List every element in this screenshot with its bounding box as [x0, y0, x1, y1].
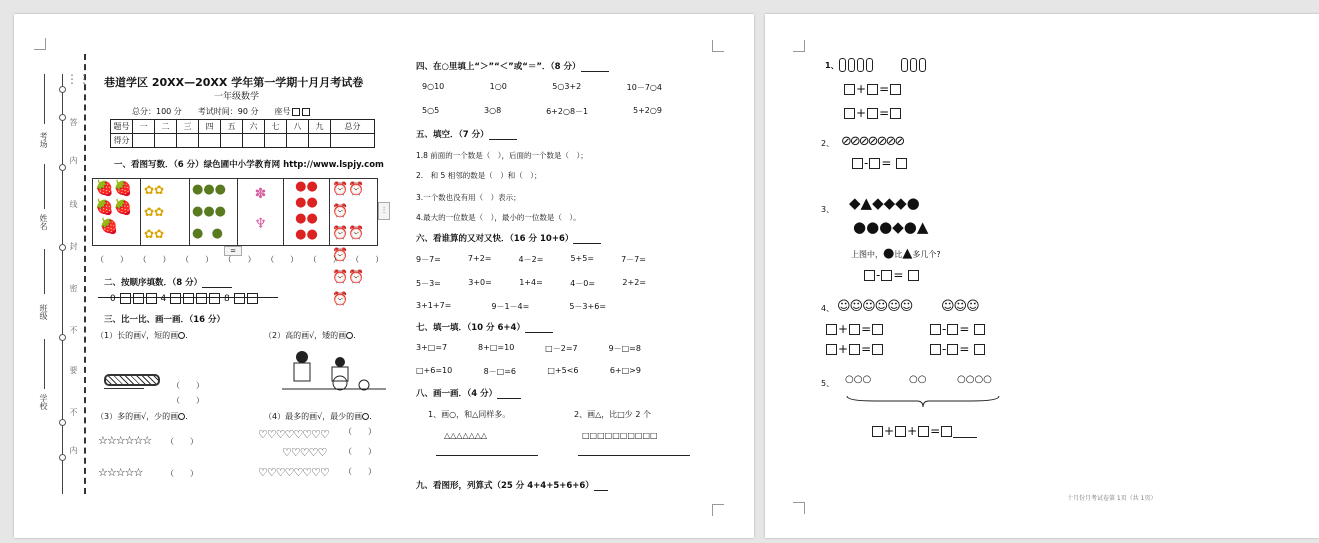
crop-mark	[34, 38, 46, 50]
smiley-group-1: ☺☺☺☺☺☺	[837, 299, 913, 314]
crop-mark	[793, 502, 805, 514]
drag-handle-icon[interactable]: ⋮⋮	[66, 72, 90, 86]
compare-row-2: 5○5 3○8 6+2○8－1 5+2○9	[422, 106, 662, 116]
section-7-heading: 七、填一填．（10 分 6+4）	[416, 321, 553, 333]
cup-icon	[857, 58, 864, 72]
equation-subtract: - =	[851, 156, 908, 170]
crop-mark	[793, 40, 805, 52]
q3-2-text: （2）高的画√，矮的画 ．	[264, 331, 362, 340]
equation-subtract: - =	[929, 342, 986, 356]
answer-paren: （ ）	[166, 437, 198, 446]
cup-icon	[901, 58, 908, 72]
section-4-heading: 四、在○里填上“＞”“＜”或“＝”．（8 分）	[416, 60, 609, 72]
question-5-label: 5、	[821, 379, 835, 388]
equation-subtract: - =	[863, 268, 920, 282]
cup-icon	[866, 58, 873, 72]
number-line-boxes: 0 4 8	[110, 293, 259, 304]
triangle-icon: ▲	[902, 246, 913, 261]
question-4-label: 4、	[821, 304, 835, 313]
margin-line	[62, 74, 63, 494]
seal-char: 封	[69, 242, 78, 250]
q3-1-text: （1）长的画√，短的画 ．	[96, 331, 194, 340]
answer-paren: （ ）	[172, 396, 204, 405]
bind-hole	[59, 244, 66, 251]
square-row: □□□□□□□□□□	[582, 431, 658, 440]
fill-box-row-1: 3+□=7 8+□=10 □－2=7 9－□=8	[416, 343, 641, 353]
answer-paren: （ ）	[172, 381, 204, 390]
q3-4-text: （4）最多的画√，最少的画 ．	[264, 412, 378, 421]
banana-icon: ✿✿ ✿✿ ✿✿	[141, 179, 190, 245]
side-label-class: 班级	[39, 304, 48, 320]
cup-picture	[839, 58, 928, 72]
fill-item-3: 3.一个数也没有用（ ）表示；	[416, 193, 521, 202]
answer-paren: （ ）	[166, 469, 198, 478]
seal-char: 不	[69, 408, 78, 416]
fill-item-4: 4.最大的一位数是（ ），最小的一位数是（ ）。	[416, 213, 581, 222]
strawberry-icon: 🍓🍓 🍓🍓 🍓	[93, 179, 141, 245]
cup-icon	[848, 58, 855, 72]
seal-char: 内	[69, 156, 78, 164]
bind-hole	[59, 114, 66, 121]
side-label-name: 姓名	[39, 214, 48, 230]
blank-line	[44, 249, 45, 294]
equation-sum: + + =	[871, 424, 977, 438]
fill-item-1: 1.8 前面的一个数是（ ），后面的一个数是（ ）；	[416, 151, 588, 160]
equation-add: + =	[825, 322, 884, 336]
seal-char: 内	[69, 446, 78, 454]
seal-char: 要	[69, 366, 78, 374]
kiwi-icon: ●●● ●●● ● ●	[190, 179, 238, 245]
bind-hole	[59, 334, 66, 341]
section-1-answers: （ ） （ ） （ ） （ ） （ ） （ ） （ ）	[96, 255, 384, 264]
cup-icon	[919, 58, 926, 72]
calc-row-2: 5－3= 3+0= 1+4= 4－0= 2+2=	[416, 278, 646, 288]
score-table: 题号 一 二 三 四 五 六 七 八 九 总分 得分	[110, 119, 375, 148]
hearts-row-2: ♡♡♡♡♡	[282, 446, 327, 459]
page-footer: 十月份月考试卷第 1页（共 1页）	[1067, 495, 1157, 502]
section-3-heading: 三、比一比、画一画．（16 分）	[104, 315, 226, 325]
smiley-group-2: ☺☺☺	[941, 299, 979, 314]
equation-add: + =	[843, 82, 902, 96]
shapes-row-2: ●●●◆●▲	[853, 218, 929, 236]
section-2-heading: 二、按顺序填数．（8 分）	[104, 276, 232, 288]
circle-group-1: ○○○	[845, 374, 872, 385]
section-8-heading: 八、画一画．（4 分）	[416, 387, 521, 399]
bind-hole	[59, 86, 66, 93]
bind-hole	[59, 454, 66, 461]
people-picture	[280, 349, 388, 391]
exam-title: 巷道学区 20XX—20XX 学年第一学期十月月考试卷	[104, 76, 364, 89]
answer-paren: （ ）	[344, 467, 376, 476]
calc-row-3: 3+1+7= 9－1－4= 5－3+6=	[416, 301, 606, 311]
draw-q1: 1、画○，和△同样多。	[428, 410, 511, 419]
equation-subtract: - =	[929, 322, 986, 336]
equation-add: + =	[843, 106, 902, 120]
answer-paren: （ ）	[344, 447, 376, 456]
section-9-heading: 九、看图形，列算式（25 分 4+4+5+6+6）	[416, 479, 608, 491]
cup-icon	[839, 58, 846, 72]
seal-char: 不	[69, 326, 78, 334]
question-2-label: 2、	[821, 139, 835, 148]
ring-picture: ⊘⊘⊘⊘⊘⊘⊘	[841, 134, 904, 149]
circle-group-2: ○○	[909, 374, 927, 385]
crop-mark	[712, 40, 724, 52]
answer-paren: （ ）	[344, 427, 376, 436]
answer-line	[436, 455, 538, 456]
fill-item-2: 2. 和 5 相邻的数是（ ）和（ ）；	[416, 171, 542, 180]
question-3-text: 上图中，●比▲多几个?	[851, 246, 941, 261]
section-5-heading: 五、填空．（7 分）	[416, 128, 517, 140]
crop-mark	[712, 504, 724, 516]
hearts-row-1: ♡♡♡♡♡♡♡♡	[258, 428, 329, 441]
resize-handle[interactable]: ⫶	[378, 202, 390, 220]
stars-row-1: ☆☆☆☆☆☆	[98, 434, 152, 447]
q3-3-text: （3）多的画√，少的画 ．	[96, 412, 194, 421]
bind-hole	[59, 419, 66, 426]
page-2	[765, 14, 1319, 538]
section-6-heading: 六、看谁算的又对又快．（16 分 10+6）	[416, 232, 601, 244]
circle-group-3: ○○○○	[957, 374, 992, 385]
blank-line	[44, 339, 45, 389]
resize-handle[interactable]: =	[224, 246, 242, 256]
hearts-row-3: ♡♡♡♡♡♡♡♡	[258, 466, 329, 479]
side-label-school: 学校	[39, 394, 48, 410]
clock-icon: ⏰⏰⏰ ⏰⏰⏰ ⏰⏰⏰	[332, 182, 365, 307]
seal-line	[84, 54, 86, 494]
equation-add: + =	[825, 342, 884, 356]
flower-icon: ✽ ♆	[238, 179, 284, 245]
rope-long-picture	[104, 374, 160, 386]
triangle-row: △△△△△△△	[444, 431, 488, 440]
rope-short-picture	[104, 388, 144, 389]
calc-row-1: 9－7= 7+2= 4－2= 5+5= 7－7=	[416, 254, 646, 264]
seal-char: 线	[69, 200, 78, 208]
question-3-label: 3、	[821, 205, 835, 214]
seal-char: 答	[69, 118, 78, 126]
bind-hole	[59, 164, 66, 171]
blank-line	[44, 74, 45, 124]
tomato-icon: ●● ●● ●● ●●	[284, 179, 330, 245]
shapes-row-1: ◆▲◆◆◆●	[849, 194, 920, 212]
compare-row-1: 9○10 1○0 5○3+2 10－7○4	[422, 82, 662, 92]
draw-q2: 2、画△，比□少 2 个	[574, 410, 651, 419]
exam-info: 总分：100 分 考试时间：90 分 座号	[132, 106, 311, 117]
section-1-heading: 一、看图写数．（6 分）绿色圃中小学教育网 http://www.lspjy.com	[114, 160, 384, 170]
dot-icon: ●	[883, 246, 895, 261]
blank-line	[44, 164, 45, 209]
stars-row-2: ☆☆☆☆☆	[98, 466, 143, 479]
seal-char: 密	[69, 284, 78, 292]
fill-box-row-2: □+6=10 8－□=6 □+5<6 6+□>9	[416, 366, 641, 376]
cup-icon	[910, 58, 917, 72]
page-1	[14, 14, 754, 538]
brace	[845, 394, 1001, 408]
answer-line	[578, 455, 690, 456]
side-label-exam-room: 考场	[39, 132, 48, 148]
question-1-label: 1、	[825, 61, 839, 70]
exam-subtitle: 一年级数学	[214, 92, 260, 102]
